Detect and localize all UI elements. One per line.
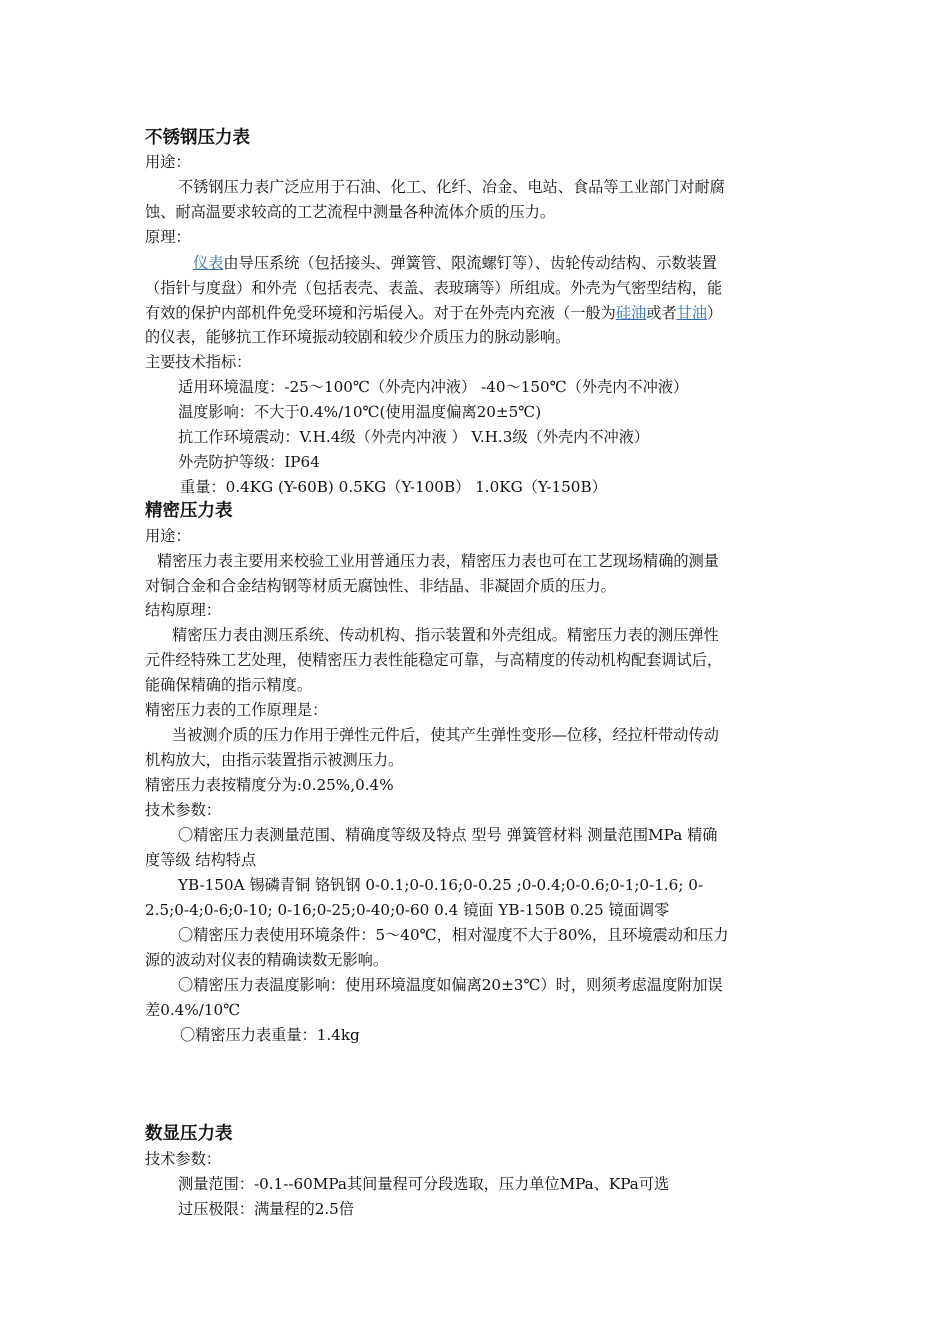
param-line: 过压极限：满量程的2.5倍 [178,1200,355,1218]
spec-line: 适用环境温度：-25～100℃（外壳内冲液） -40～150℃（外壳内不冲液） [178,378,689,396]
param-line: YB-150A 锡磷青铜 铬钒钢 0-0.1;0-0.16;0-0.25 ;0-0.4;0-0.6;0-1;0-1.6; 0- [178,876,704,894]
param-line: 差0.4%/10℃ [145,1001,241,1019]
work-principle-label: 精密压力表的工作原理是： [145,701,328,719]
text-span: 或者 [646,304,677,322]
principle-label: 原理： [145,228,191,246]
spec-line: 温度影响：不大于0.4%/10℃(使用温度偏离20±5℃) [178,403,542,421]
paragraph-line: 当被测介质的压力作用于弹性元件后，使其产生弹性变形—位移，经拉杆带动传动 [172,726,719,744]
link-glycerin[interactable]: 甘油 [676,304,707,322]
paragraph-line: 精密压力表主要用来校验工业用普通压力表，精密压力表也可在工艺现场精确的测量 [157,552,719,570]
spec-line: 抗工作环境震动：V.H.4级（外壳内冲液 ） V.H.3级（外壳内不冲液） [178,428,650,446]
link-instrument[interactable]: 仪表 [193,254,224,272]
paragraph-line: 能确保精确的指示精度。 [145,676,313,694]
section-title-precision: 精密压力表 [145,501,233,521]
paragraph-line: 蚀、耐高温要求较高的工艺流程中测量各种流体介质的压力。 [145,203,556,221]
param-label: 技术参数： [145,801,221,819]
spec-line: 重量：0.4KG (Y-60B) 0.5KG（Y-100B） 1.0KG（Y-150B） [180,478,607,496]
paragraph-line [193,251,717,275]
text-span: 有效的保护内部机件免受环境和污垢侵入。对于在外壳内充液（一般为 [145,304,616,322]
param-line: 源的波动对仪表的精确读数无影响。 [145,951,388,969]
param-line: 〇精密压力表使用环境条件：5～40℃，相对湿度不大于80%，且环境震动和压力 [178,926,729,944]
paragraph-line: 机构放大，由指示装置指示被测压力。 [145,751,404,769]
use-label: 用途： [145,153,191,171]
paragraph-line: 元件经特殊工艺处理，使精密压力表性能稳定可靠，与高精度的传动机构配套调试后， [145,651,723,669]
text-span: 由导压系统（包括接头、弹簧管、限流螺钉等）、齿轮传动结构、示数装置 [223,254,717,272]
accuracy-line: 精密压力表按精度分为:0.25%,0.4% [145,776,394,794]
param-label: 技术参数： [145,1150,221,1168]
link-silicone-oil[interactable]: 硅油 [615,304,647,322]
section-title-stainless: 不锈钢压力表 [145,128,250,148]
paragraph-line: 对铜合金和合金结构钢等材质无腐蚀性、非结晶、非凝固介质的压力。 [145,577,616,595]
paragraph-line: 不锈钢压力表广泛应用于石油、化工、化纤、冶金、电站、食品等工业部门对耐腐 [178,178,725,196]
text-span: ） [706,304,723,322]
paragraph-line: 精密压力表由测压系统、传动机构、指示装置和外壳组成。精密压力表的测压弹性 [172,626,719,644]
spec-label: 主要技术指标： [145,353,252,371]
use-label: 用途： [145,527,191,545]
section-title-digital: 数显压力表 [145,1124,233,1144]
param-line: 〇精密压力表测量范围、精确度等级及特点 型号 弹簧管材料 测量范围MPa 精确 [178,826,718,844]
param-line: 2.5;0-4;0-6;0-10; 0-16;0-25;0-40;0-60 0.4 镜面 YB-150B 0.25 镜面调零 [145,901,670,919]
structure-label: 结构原理： [145,601,221,619]
paragraph-line: 的仪表，能够抗工作环境振动较剧和较少介质压力的脉动影响。 [145,328,571,346]
param-line: 度等级 结构特点 [145,851,257,869]
paragraph-line: （指针与度盘）和外壳（包括表壳、表盖、表玻璃等）所组成。外壳为气密型结构，能 [145,279,723,297]
paragraph-line [145,301,722,325]
param-line: 〇精密压力表温度影响：使用环境温度如偏离20±3℃）时，则须考虑温度附加误 [178,976,723,994]
spec-line: 外壳防护等级：IP64 [178,453,320,471]
param-line: 〇精密压力表重量：1.4kg [180,1026,360,1044]
param-line: 测量范围：-0.1--60MPa其间量程可分段选取，压力单位MPa、KPa可选 [178,1175,670,1193]
